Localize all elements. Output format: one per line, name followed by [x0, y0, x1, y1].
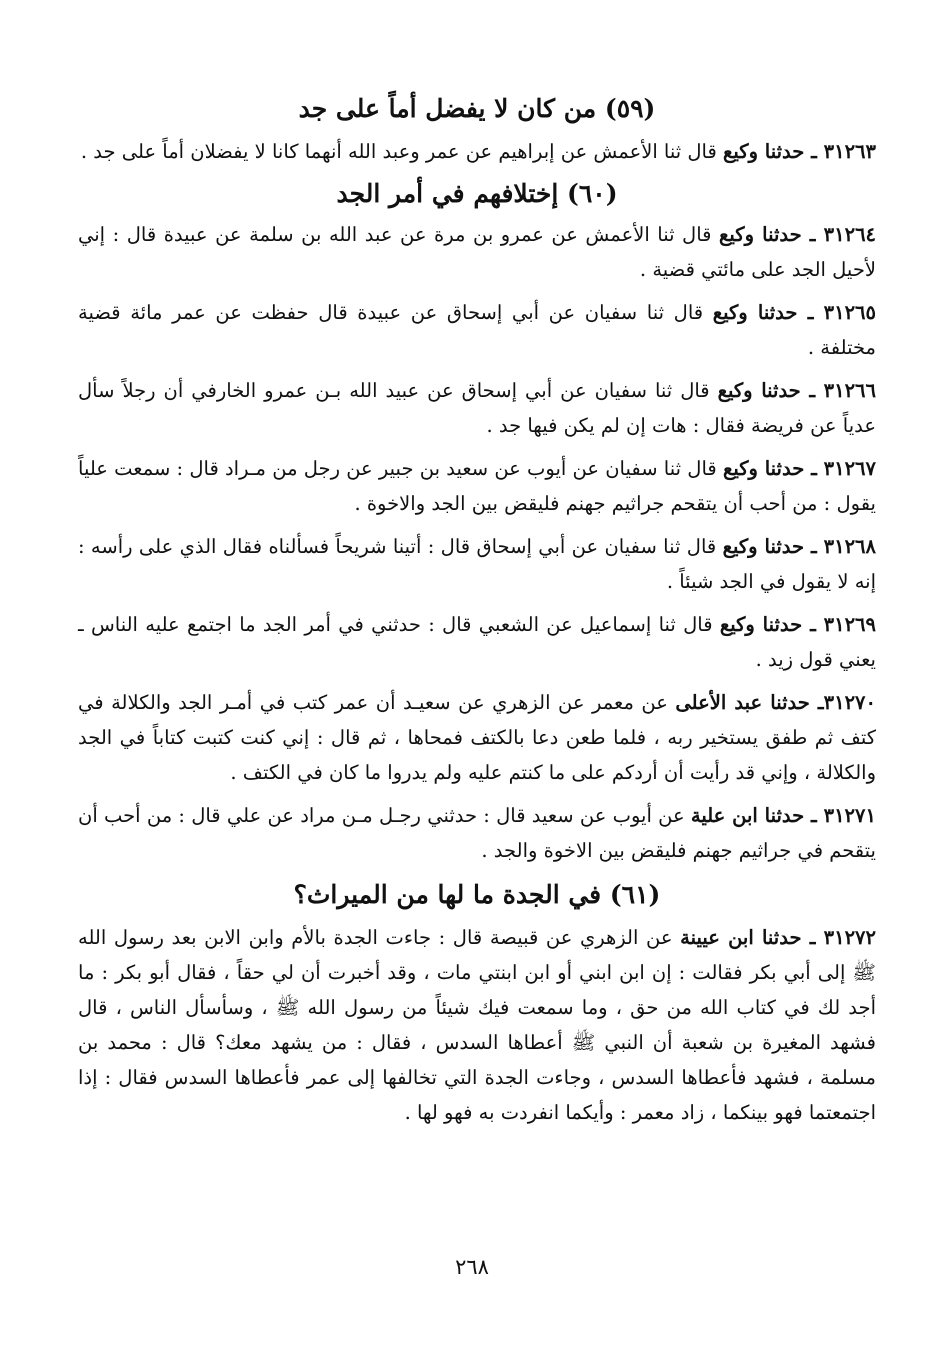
hadith-number: ٣١٢٦٤ [823, 223, 877, 246]
hadith-entry: ٣١٢٧٠ـ حدثنا عبد الأعلى عن معمر عن الزهري عن سعيـد أن عمر كتب في أمـر الجد والكلالة في كتف ثم طفق يستخير ربه ، فلما طعن دعا بالكتف فمحاها ، ثم قال : إني كنت كتبت كتاباً في الجد والكلالة ، وإني قد رأيت أن أردكم على ما كنتم عليه ولم يدروا ما كان في الكتف . [78, 691, 876, 784]
hadith-lead: حدثنا وكيع [722, 535, 805, 558]
hadith-entry: ٣١٢٦٥ ـ حدثنا وكيع قال ثنا سفيان عن أبي إسحاق عن عبيدة قال حفظت عن عمر مائة قضية مختلفة . [78, 301, 877, 359]
hadith-text: عن أيوب عن سعيد قال : حدثني رجـل مـن مراد عن علي قال : من أحب أن يتقحم في جراثيم جهنم فليقض بين الاخوة والجد . [78, 804, 876, 862]
hadith-entry: ٣١٢٧١ ـ حدثنا ابن علية عن أيوب عن سعيد قال : حدثني رجـل مـن مراد عن علي قال : من أحب أن يتقحم في جراثيم جهنم فليقض بين الاخوة والجد . [78, 804, 876, 862]
hadith-text: قال ثنا سفيان عن أبي إسحاق عن عبيدة قال حفظت عن عمر مائة قضية مختلفة . [78, 301, 876, 359]
hadith-entry: ٣١٢٦٣ ـ حدثنا وكيع قال ثنا الأعمش عن إبراهيم عن عمر وعبد الله أنهما كانا لا يفضلان أماً على جد . [80, 140, 876, 163]
hadith-number: ٣١٢٦٩ [823, 613, 877, 636]
hadith-lead: حدثنا ابن علية [690, 804, 805, 827]
hadith-number: ٣١٢٦٨ [823, 535, 877, 558]
hadith-lead: حدثنا وكيع [722, 457, 805, 480]
hadith-entry: ٣١٢٦٤ ـ حدثنا وكيع قال ثنا الأعمش عن عمرو بن مرة عن عبد الله بن سلمة عن عبيدة قال : إني لأحيل الجد على مائتي قضية . [78, 223, 877, 281]
hadith-text: قال ثنا إسماعيل عن الشعبي قال : حدثني في أمر الجد ما اجتمع عليه الناس ـ يعني قول زيد . [78, 613, 876, 671]
hadith-lead: حدثنا وكيع [723, 140, 805, 163]
section-heading: (٦١) في الجدة ما لها من الميراث؟ [293, 880, 661, 909]
hadith-number: ٣١٢٧٢ [823, 926, 877, 949]
hadith-text: قال ثنا الأعمش عن عمرو بن مرة عن عبد الله بن سلمة عن عبيدة قال : إني لأحيل الجد على مائتي قضية . [78, 223, 876, 281]
hadith-lead: حدثنا وكيع [719, 223, 802, 246]
hadith-lead: حدثنا وكيع [717, 379, 801, 402]
hadith-number: ٣١٢٦٦ [823, 379, 877, 402]
hadith-text: قال ثنا سفيان عن أيوب عن سعيد بن جبير عن رجل من مـراد قال : سمعت علياً يقول : من أحب أن يتقحم جراثيم جهنم فليقض بين الجد والاخوة . [78, 457, 876, 515]
document-page [78, 88, 876, 1130]
section-heading: (٥٩) من كان لا يفضل أماً على جد [298, 94, 656, 123]
hadith-number: ٣١٢٦٣ [823, 140, 876, 163]
page-number: ٢٦٨ [455, 1255, 489, 1279]
hadith-entry: ٣١٢٦٨ ـ حدثنا وكيع قال ثنا سفيان عن أبي إسحاق قال : أتينا شريحاً فسألناه فقال الذي على رأسه : إنه لا يقول في الجد شيئاً . [78, 535, 877, 593]
hadith-entry: ٣١٢٦٩ ـ حدثنا وكيع قال ثنا إسماعيل عن الشعبي قال : حدثني في أمر الجد ما اجتمع عليه الناس ـ يعني قول زيد . [78, 613, 877, 671]
hadith-text: قال ثنا سفيان عن أبي إسحاق عن عبيد الله بـن عمرو الخارفي أن رجلاً سأل عدياً عن فريضة فقال : هات إن لم يكن فيها جد . [78, 379, 876, 437]
hadith-number: ٣١٢٧١ [823, 804, 876, 827]
hadith-lead: حدثنا وكيع [712, 301, 798, 324]
hadith-text: عن الزهري عن قبيصة قال : جاءت الجدة بالأم وابن الابن بعد رسول الله ﷺ إلى أبي بكر فقالت : إن ابن ابني أو ابن ابنتي مات ، وقد أخبرت أن لي حقاً ، فقال أبو بكر : ما أجد لك في كتاب الله من حق ، وما سمعت فيك شيئاً من رسول الله ﷺ ، وسأسأل الناس ، قال فشهد المغيرة بن شعبة أن النبي ﷺ أعطاها السدس ، فقال : من يشهد معك؟ قال : محمد بن مسلمة ، فشهد فأعطاها السدس ، وجاءت الجدة التي تخالفها إلى عمر فأعطاها السدس فقال : إذا اجتمعتما فهو بينكما ، زاد معمر : وأيكما انفردت به فهو لها . [78, 926, 876, 1124]
hadith-number: ٣١٢٦٧ [823, 457, 877, 480]
hadith-entry: ٣١٢٦٧ ـ حدثنا وكيع قال ثنا سفيان عن أيوب عن سعيد بن جبير عن رجل من مـراد قال : سمعت علياً يقول : من أحب أن يتقحم جراثيم جهنم فليقض بين الجد والاخوة . [78, 457, 877, 515]
hadith-entry: ٣١٢٦٦ ـ حدثنا وكيع قال ثنا سفيان عن أبي إسحاق عن عبيد الله بـن عمرو الخارفي أن رجلاً سأل عدياً عن فريضة فقال : هات إن لم يكن فيها جد . [78, 379, 877, 437]
hadith-lead: حدثنا عبد الأعلى [675, 691, 810, 714]
hadith-text: قال ثنا سفيان عن أبي إسحاق قال : أتينا شريحاً فسألناه فقال الذي على رأسه : إنه لا يقول في الجد شيئاً . [78, 535, 876, 593]
section-heading: (٦٠) إختلافهم في أمر الجد [336, 179, 618, 208]
hadith-text: عن معمر عن الزهري عن سعيـد أن عمر كتب في أمـر الجد والكلالة في كتف ثم طفق يستخير ربه ، فلما طعن دعا بالكتف فمحاها ، ثم قال : إني كنت كتبت كتاباً في الجد والكلالة ، وإني قد رأيت أن أردكم على ما كنتم عليه ولم يدروا ما كان في الكتف . [78, 691, 876, 784]
hadith-lead: حدثنا وكيع [719, 613, 803, 636]
hadith-text: قال ثنا الأعمش عن إبراهيم عن عمر وعبد الله أنهما كانا لا يفضلان أماً على جد . [80, 140, 717, 163]
hadith-entry: ٣١٢٧٢ ـ حدثنا ابن عيينة عن الزهري عن قبيصة قال : جاءت الجدة بالأم وابن الابن بعد رسول الله ﷺ إلى أبي بكر فقالت : إن ابن ابني أو ابن ابنتي مات ، وقد أخبرت أن لي حقاً ، فقال أبو بكر : ما أجد لك في كتاب الله من حق ، وما سمعت فيك شيئاً من رسول الله ﷺ ، وسأسأل الناس ، قال فشهد المغيرة بن شعبة أن النبي ﷺ أعطاها السدس ، فقال : من يشهد معك؟ قال : محمد بن مسلمة ، فشهد فأعطاها السدس ، وجاءت الجدة التي تخالفها إلى عمر فأعطاها السدس فقال : إذا اجتمعتما فهو بينكما ، زاد معمر : وأيكما انفردت به فهو لها . [78, 926, 877, 1124]
hadith-lead: حدثنا ابن عيينة [680, 926, 802, 949]
hadith-number: ٣١٢٦٥ [823, 301, 877, 324]
hadith-number: ٣١٢٧٠ [823, 691, 876, 714]
